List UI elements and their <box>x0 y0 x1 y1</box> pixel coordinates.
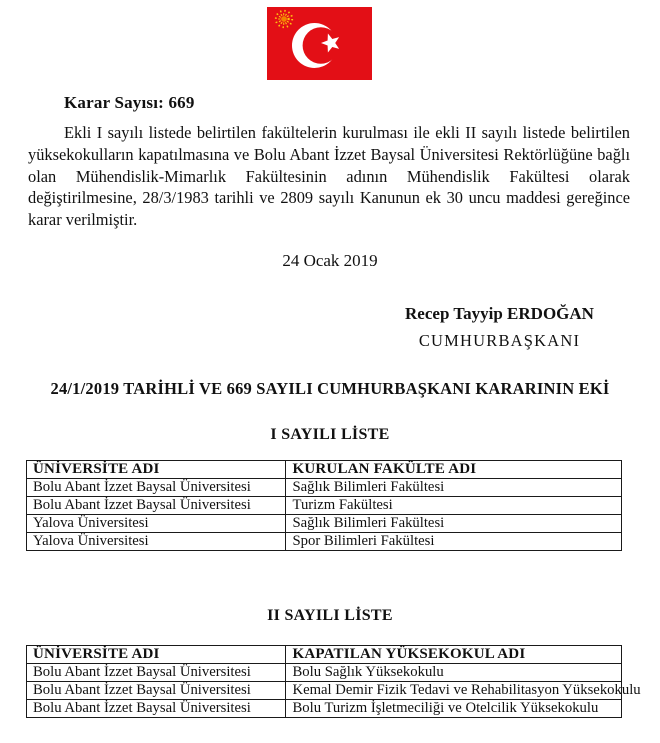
table-cell: Kemal Demir Fizik Tedavi ve Rehabilitasyon Yüksekokulu <box>286 682 622 700</box>
crescent-star-icon <box>292 23 339 68</box>
table-cell: Bolu Abant İzzet Baysal Üniversitesi <box>27 479 286 497</box>
table-row <box>27 497 622 515</box>
table-cell: Yalova Üniversitesi <box>27 515 286 533</box>
table-cell: Yalova Üniversitesi <box>27 533 286 551</box>
flag-graphic <box>267 7 372 80</box>
table-row <box>27 682 622 700</box>
column-header: KAPATILAN YÜKSEKOKUL ADI <box>286 646 622 664</box>
table-row <box>27 664 622 682</box>
list2-title: II SAYILI LİSTE <box>267 607 393 624</box>
list2-table <box>26 645 641 718</box>
table-cell: Bolu Turizm İşletmeciliği ve Otelcilik Yüksekokulu <box>286 700 622 718</box>
column-header: KURULAN FAKÜLTE ADI <box>286 461 622 479</box>
annex-heading: 24/1/2019 TARİHLİ VE 669 SAYILI CUMHURBAŞKANI KARARININ EKİ <box>50 379 610 398</box>
turkish-presidential-flag <box>267 7 372 80</box>
table-cell: Bolu Abant İzzet Baysal Üniversitesi <box>27 497 286 515</box>
table-row <box>27 479 622 497</box>
table-cell: Sağlık Bilimleri Fakültesi <box>286 515 622 533</box>
column-header: ÜNİVERSİTE ADI <box>27 461 286 479</box>
column-header: ÜNİVERSİTE ADI <box>27 646 286 664</box>
signature-block <box>389 303 610 352</box>
table-cell: Turizm Fakültesi <box>286 497 622 515</box>
decree-body-paragraph: Ekli I sayılı listede belirtilen fakültelerin kurulması ile ekli II sayılı listede belirtilen yüksekokulların kapatılmasına ve Bolu Abant İzzet Baysal Üniversitesi Rektörlüğüne bağlı olan Mühendislik-Mimarlık Fakültesinin adının Mühendislik Fakültesi olarak değiştirilmesine, 28/3/1983 tarihli ve 2809 sayılı Kanunun ek 30 uncu maddesi gereğince karar verilmiştir. <box>28 123 630 230</box>
list1-table <box>26 460 622 551</box>
table-row <box>27 533 622 551</box>
decree-date: 24 Ocak 2019 <box>282 251 378 270</box>
table-cell: Bolu Abant İzzet Baysal Üniversitesi <box>27 664 286 682</box>
table-row <box>27 515 622 533</box>
table-cell: Spor Bilimleri Fakültesi <box>286 533 622 551</box>
table-cell: Bolu Abant İzzet Baysal Üniversitesi <box>27 700 286 718</box>
table-cell: Sağlık Bilimleri Fakültesi <box>286 479 622 497</box>
signatory-title: CUMHURBAŞKANI <box>418 331 581 350</box>
table-row <box>27 700 622 718</box>
signatory-name: Recep Tayyip ERDOĞAN <box>405 304 594 323</box>
decree-number: Karar Sayısı: 669 <box>64 93 195 112</box>
table-header-row <box>27 646 622 664</box>
presidential-sun-emblem-icon <box>276 11 292 27</box>
list1-title: I SAYILI LİSTE <box>270 426 390 443</box>
table-header-row <box>27 461 622 479</box>
table-cell: Bolu Sağlık Yüksekokulu <box>286 664 622 682</box>
table-cell: Bolu Abant İzzet Baysal Üniversitesi <box>27 682 286 700</box>
